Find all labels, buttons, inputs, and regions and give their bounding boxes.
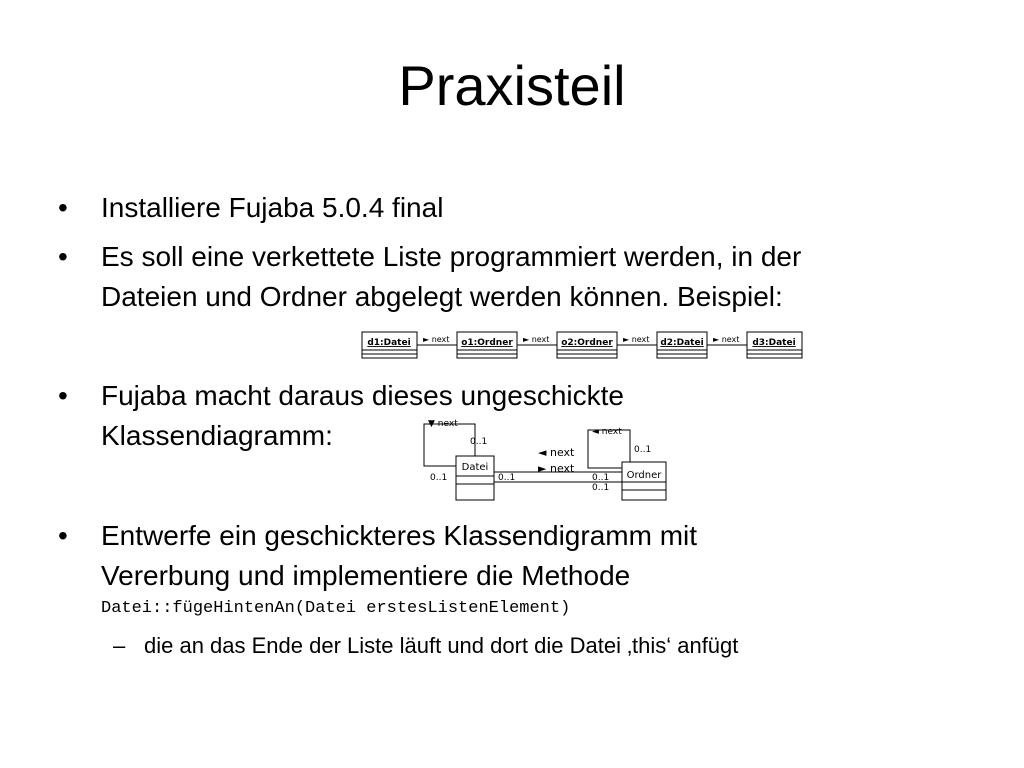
object-label: d1:Datei [367, 338, 411, 348]
bullet-2-line-2: Dateien und Ordner abgelegt werden können. Beispiel: [101, 281, 783, 312]
multiplicity: 0..1 [430, 473, 448, 483]
sub-bullet-marker: – [113, 633, 126, 658]
bullet-2-line-1: Es soll eine verkettete Liste programmiert werden, in der [101, 241, 802, 272]
multiplicity: 0..1 [634, 445, 652, 455]
bullet-marker: • [58, 380, 68, 411]
class-datei [456, 456, 494, 500]
object-d2 [657, 332, 707, 358]
link-label: ► next [713, 335, 740, 344]
bullet-marker: • [58, 192, 68, 223]
sub-bullet-text: die an das Ende der Liste läuft und dort die Datei ‚this‘ anfügt [144, 633, 739, 658]
link-label: ► next [423, 335, 450, 344]
bullet-marker: • [58, 241, 68, 272]
bullet-3-line-1: Fujaba macht daraus dieses ungeschickte [101, 380, 624, 411]
bullet-3-line-2: Klassendiagramm: [101, 420, 333, 451]
object-d1 [362, 332, 417, 358]
assoc-label: ◄ next [592, 427, 622, 437]
assoc-label: ◄ next [538, 446, 575, 459]
bullet-marker: • [58, 520, 68, 551]
class-ordner [622, 462, 666, 500]
class-label: Ordner [626, 470, 662, 481]
assoc-label: ▼ next [428, 419, 458, 429]
object-label: o2:Ordner [561, 338, 613, 348]
object-label: d2:Datei [660, 338, 704, 348]
multiplicity: 0..1 [470, 437, 488, 447]
multiplicity: 0..1 [592, 483, 610, 493]
class-diagram [414, 414, 674, 504]
link-label: ► next [623, 335, 650, 344]
object-o2 [557, 332, 617, 358]
bullet-4-line-2: Vererbung und implementiere die Methode [101, 560, 631, 591]
slide-title: Praxisteil [398, 54, 626, 117]
bullet-4-line-1: Entwerfe ein geschickteres Klassendigramm mit [101, 520, 698, 551]
multiplicity: 0..1 [498, 473, 516, 483]
bullet-1-line-1: Installiere Fujaba 5.0.4 final [101, 192, 444, 223]
link-label: ► next [523, 335, 550, 344]
method-signature: Datei::fügeHintenAn(Datei erstesListenElement) [101, 599, 571, 618]
object-label: o1:Ordner [461, 338, 513, 348]
multiplicity: 0..1 [592, 473, 610, 483]
object-label: d3:Datei [752, 338, 796, 348]
assoc-label: ► next [538, 462, 575, 475]
object-o1 [457, 332, 517, 358]
object-d3 [747, 332, 802, 358]
class-label: Datei [461, 462, 489, 473]
object-diagram [360, 326, 810, 366]
